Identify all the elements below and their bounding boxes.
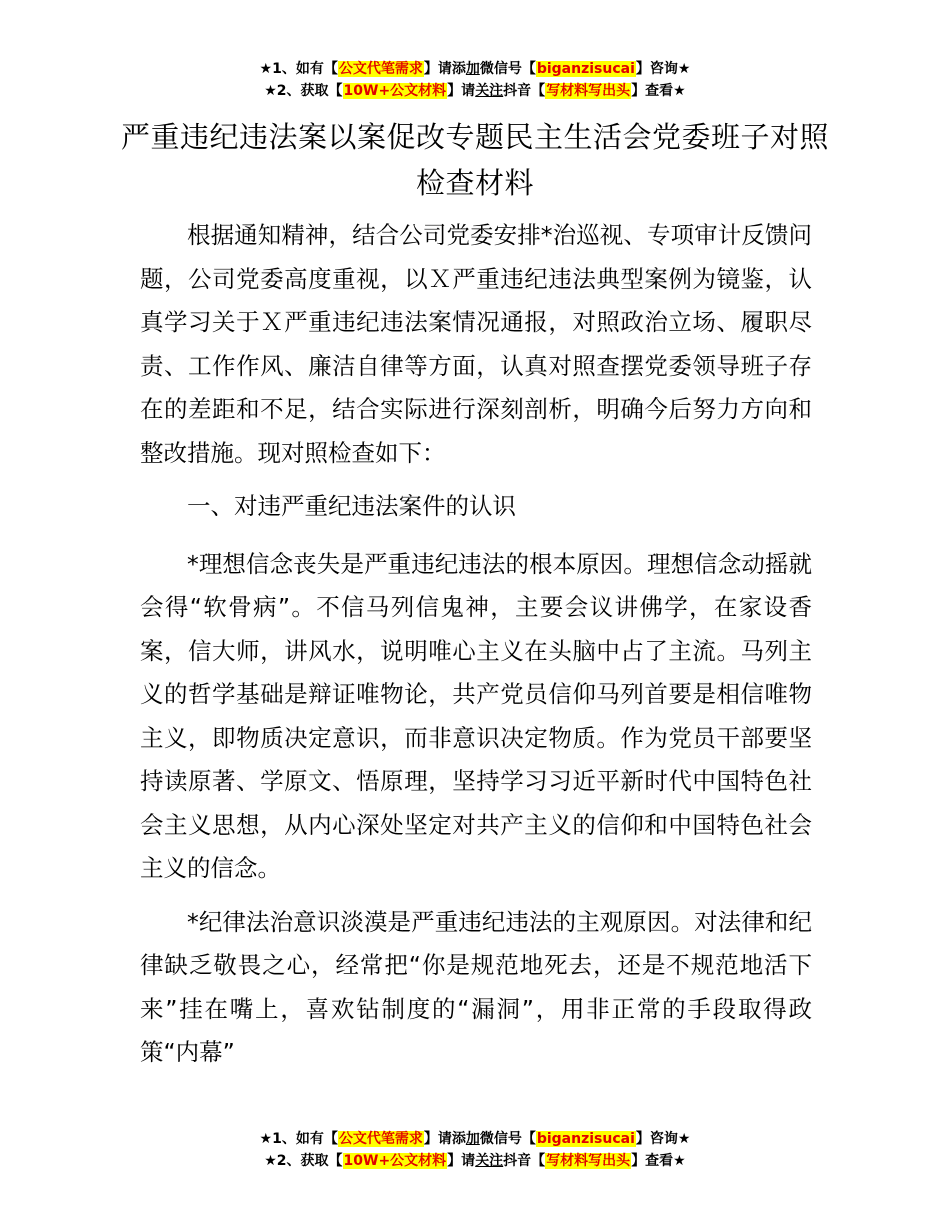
banner-text: 】查看★ [631,83,686,99]
highlight-ghostwriting: 公文代笔需求 [338,61,423,77]
banner-text: 】咨询★ [635,1131,691,1147]
section-heading: 一、对违严重纪违法案件的认识 [187,492,516,520]
paragraph-discipline: *纪律法治意识淡漠是严重违纪违法的主观原因。对法律和纪律缺乏敬畏之心，经常把“你是规范地死去，还是不规范地活下来”挂在嘴上，喜欢钻制度的“漏洞”，用非正常的手段取得政策“内幕” [140,907,812,1066]
banner-text: ★1、如有【 [259,1131,338,1147]
banner-underlined-text: 加 [465,61,480,77]
banner-text: 】请 [447,83,476,99]
banner-text: ★1、如有【 [259,61,338,77]
highlight-douyin-account: 写材料写出头 [546,83,631,99]
banner-underlined-text: 关注 [475,83,504,99]
banner-text: 微信号【 [479,1131,536,1147]
footer-banner [0,1128,950,1172]
highlight-ghostwriting: 公文代笔需求 [338,1131,423,1147]
banner-text: 】咨询★ [635,61,691,77]
highlight-wechat-id: biganzisucai [536,61,635,77]
banner-line-1 [0,1128,950,1150]
banner-text: 】查看★ [631,1153,686,1169]
highlight-wechat-id: biganzisucai [536,1131,635,1147]
document-title: 严重违纪违法案以案促改专题民主生活会党委班子对照检查材料 [120,120,829,200]
banner-text: ★2、获取【 [264,1153,343,1169]
highlight-materials: 10W+公文材料 [343,83,447,99]
paragraph-ideals: *理想信念丧失是严重违纪违法的根本原因。理想信念动摇就会得“软骨病”。不信马列信鬼神，主要会议讲佛学，在家设香案，信大师，讲风水，说明唯心主义在头脑中占了主流。马列主义的哲学基础是辩证唯物论，共产党员信仰马列首要是相信唯物主义，即物质决定意识，而非意识决定物质。作为党员干部要坚持读原著、学原文、悟原理，坚持学习习近平新时代中国特色社会主义思想，从内心深处坚定对共产主义的信仰和中国特色社会主义的信念。 [140,549,812,882]
banner-text: 抖音【 [503,83,546,99]
banner-text: 】请添 [423,1131,466,1147]
paragraph-intro: 根据通知精神，结合公司党委安排*治巡视、专项审计反馈问题，公司党委高度重视，以Ｘ严重违纪违法典型案例为镜鉴，认真学习关于Ｘ严重违纪违法案情况通报，对照政治立场、履职尽责、工作作风、廉洁自律等方面，认真对照查摆党委领导班子存在的差距和不足，结合实际进行深刻剖析，明确今后努力方向和整改措施。现对照检查如下： [140,221,812,467]
highlight-douyin-account: 写材料写出头 [546,1153,631,1169]
banner-line-2 [0,1150,950,1172]
document-body [140,214,812,1085]
header-banner [0,58,950,102]
highlight-materials: 10W+公文材料 [343,1153,447,1169]
banner-text: 】请添 [423,61,466,77]
banner-underlined-text: 加 [465,1131,480,1147]
banner-underlined-text: 关注 [475,1153,504,1169]
banner-text: 】请 [447,1153,476,1169]
banner-text: ★2、获取【 [264,83,343,99]
banner-line-1 [0,58,950,80]
banner-line-2 [0,80,950,102]
banner-text: 微信号【 [479,61,536,77]
banner-text: 抖音【 [503,1153,546,1169]
